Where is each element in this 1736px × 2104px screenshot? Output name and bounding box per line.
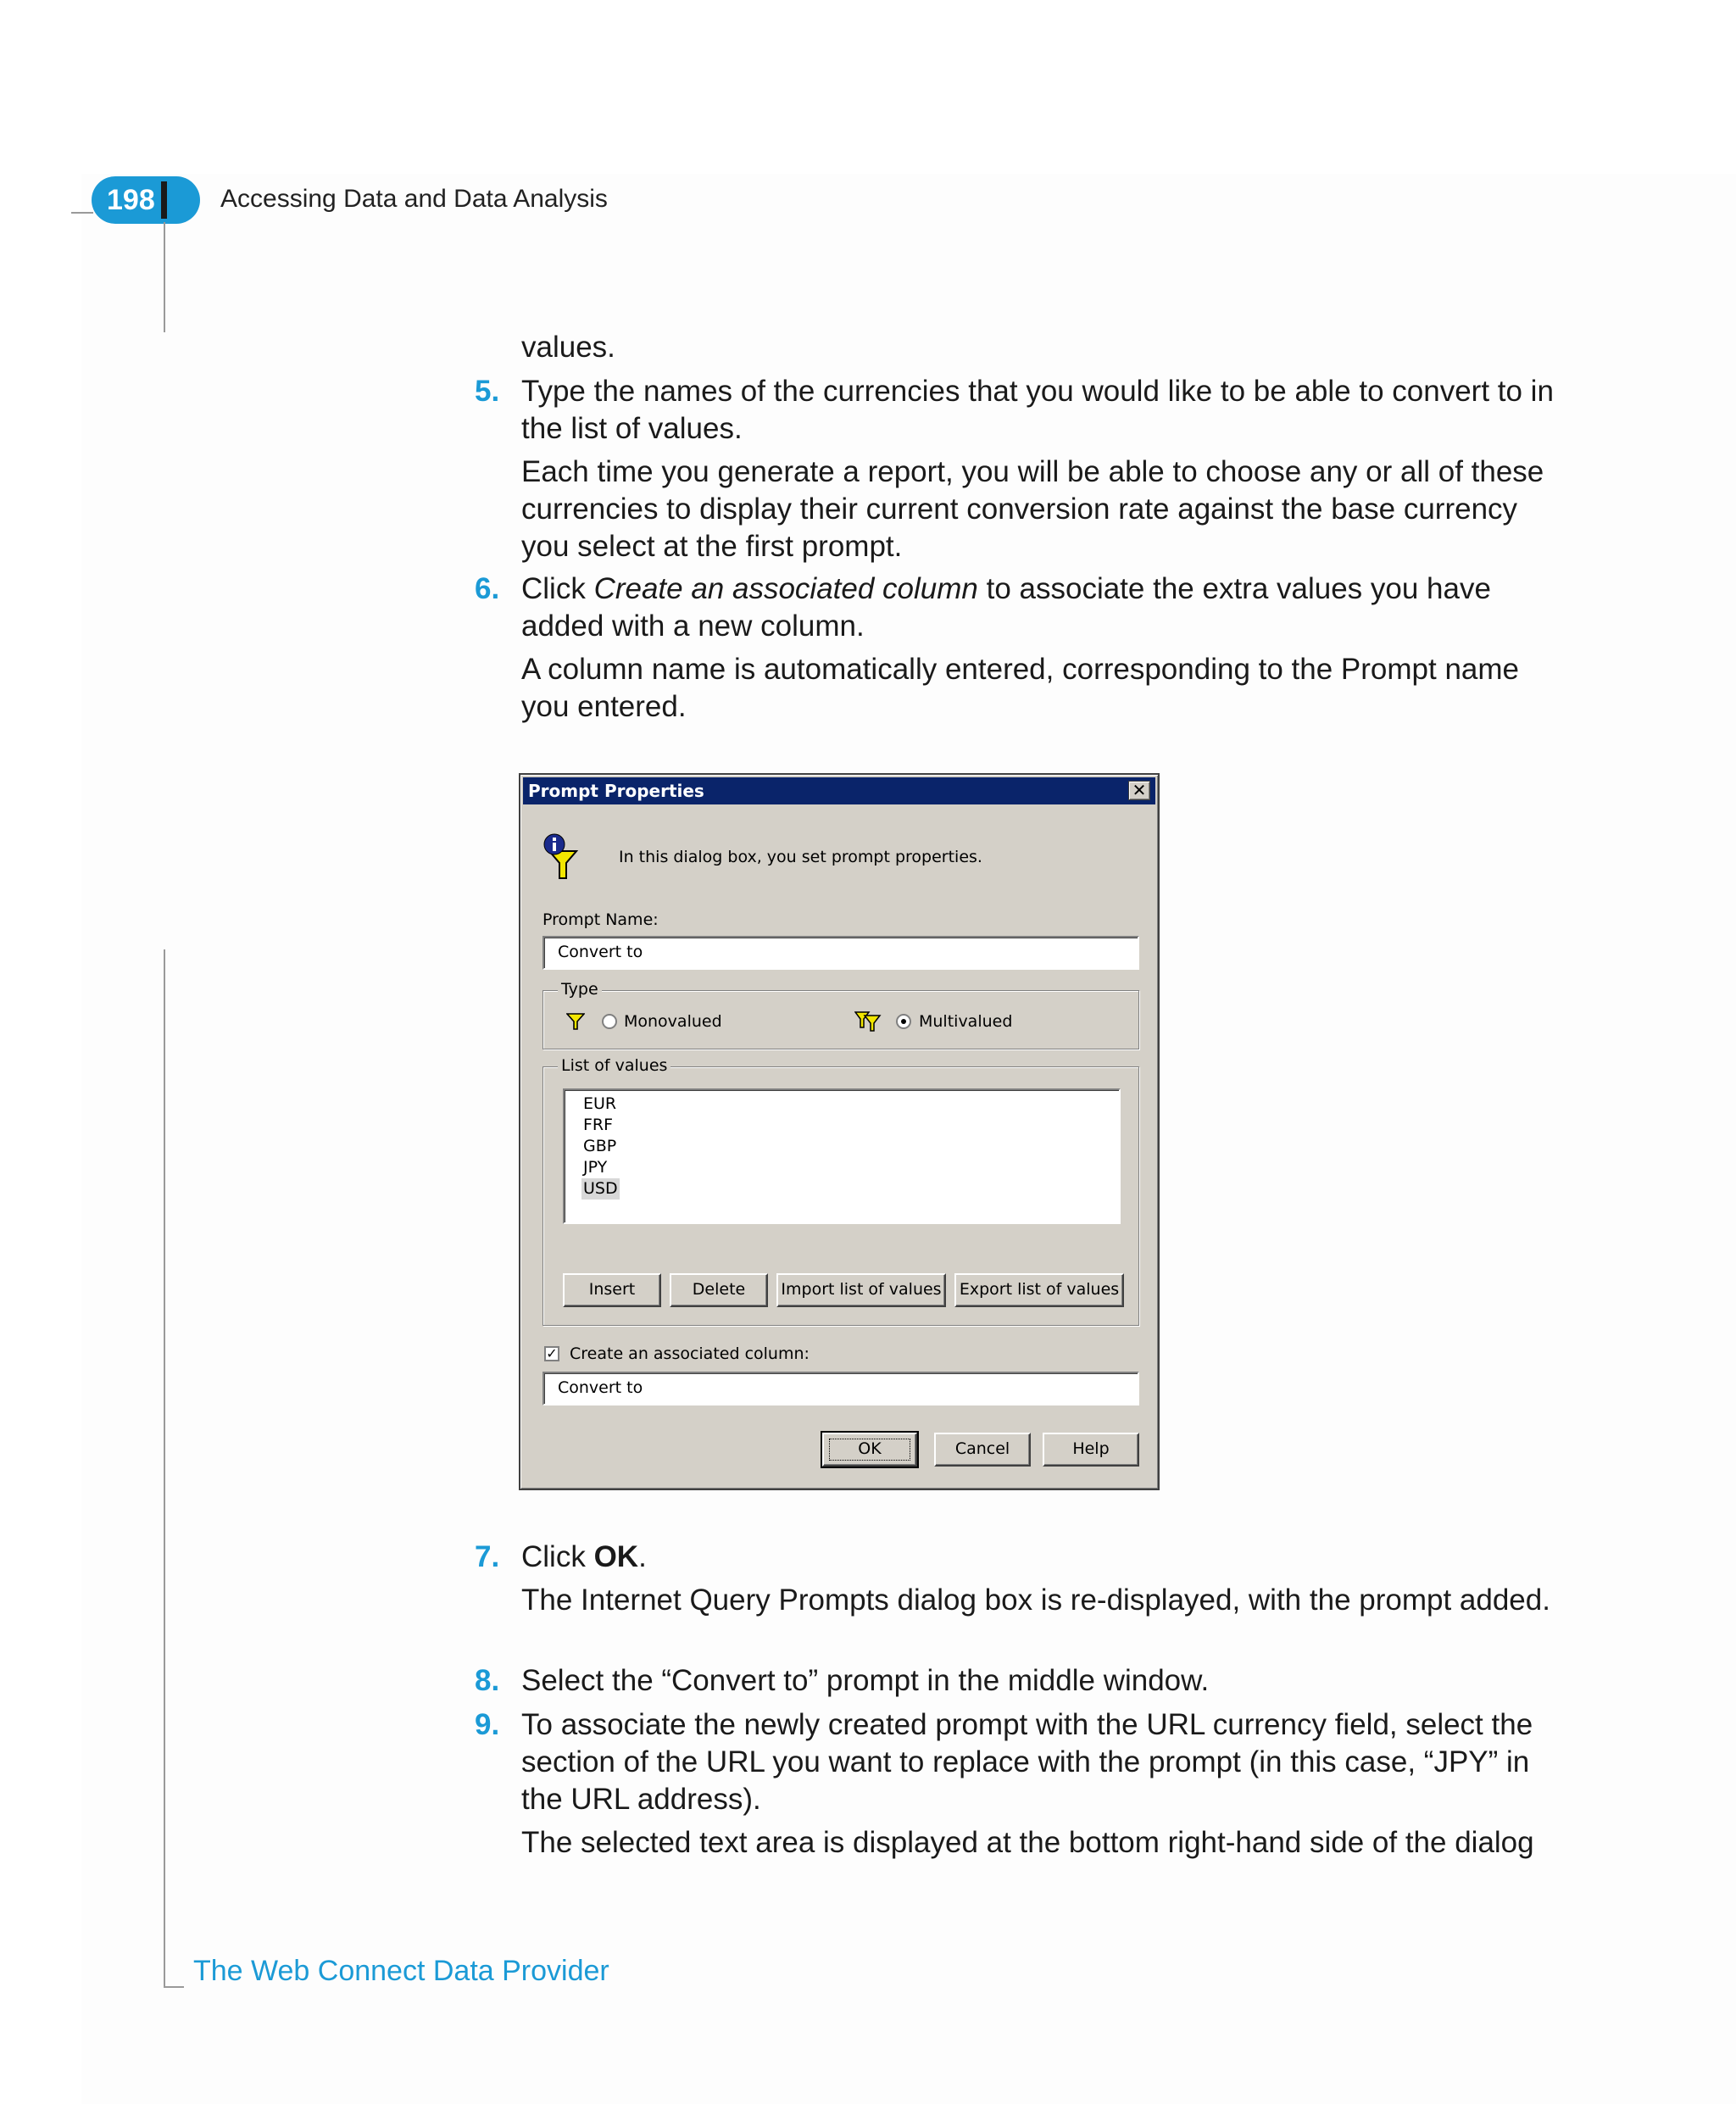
multi-filter-icon [854, 1010, 882, 1033]
monovalued-radio[interactable] [602, 1014, 617, 1029]
step-text: Type the names of the currencies that you would like to be able to convert to in the list of values. [521, 375, 1554, 445]
type-group-label: Type [558, 980, 602, 999]
import-list-button[interactable]: Import list of values [776, 1273, 946, 1307]
running-footer: The Web Connect Data Provider [193, 1955, 609, 1987]
margin-rule [164, 949, 165, 1988]
list-group-label: List of values [558, 1056, 670, 1075]
step-text [521, 571, 1555, 645]
multivalued-radio[interactable] [896, 1014, 911, 1029]
page-number-divider [161, 181, 167, 219]
radio-selected-dot [901, 1019, 906, 1024]
dialog-intro: In this dialog box, you set prompt properties. [619, 848, 982, 866]
prompt-name-field[interactable]: Convert to [542, 936, 1139, 970]
ok-button[interactable] [822, 1433, 917, 1467]
step-text-italic: Create an associated column [593, 572, 978, 605]
header-rule [71, 212, 93, 214]
monovalued-label[interactable]: Monovalued [624, 1012, 722, 1031]
page-number: 198 [107, 184, 155, 216]
step-text-part: Click [521, 1540, 594, 1573]
info-filter-icon [542, 832, 578, 882]
step-note: Each time you generate a report, you will be able to choose any or all of these currencies to display their current conversion rate against the base currency you select at the first prompt. [521, 455, 1544, 563]
prompt-properties-dialog [519, 773, 1160, 1490]
step-text-part: to associate the extra values you have added with a new column. [521, 572, 1491, 643]
step-note: The selected text area is displayed at the bottom right-hand side of the dialog [521, 1826, 1534, 1859]
close-icon[interactable]: ✕ [1128, 781, 1150, 800]
step-text-part: Click [521, 572, 594, 605]
step-text [521, 1539, 1555, 1576]
cancel-button[interactable]: Cancel [934, 1433, 1031, 1467]
paragraph: values. [521, 331, 615, 364]
step-number: 8. [475, 1664, 500, 1697]
filter-icon [566, 1012, 585, 1031]
step-text: Select the “Convert to” prompt in the middle window. [521, 1664, 1210, 1697]
step-text-part: . [638, 1540, 647, 1573]
associated-column-checkbox[interactable]: ✓ [544, 1346, 559, 1361]
dialog-titlebar[interactable] [523, 777, 1155, 804]
help-button[interactable]: Help [1043, 1433, 1139, 1467]
list-item[interactable]: FRF [583, 1116, 614, 1134]
step-note: A column name is automatically entered, corresponding to the Prompt name you entered. [521, 653, 1520, 723]
step-number: 9. [475, 1708, 500, 1741]
running-header: Accessing Data and Data Analysis [220, 185, 608, 213]
multivalued-label[interactable]: Multivalued [919, 1012, 1013, 1031]
prompt-name-label: Prompt Name: [542, 910, 659, 929]
step-note: The Internet Query Prompts dialog box is re-displayed, with the prompt added. [521, 1584, 1550, 1617]
margin-rule [164, 1986, 184, 1988]
ok-button-label: OK [858, 1439, 882, 1458]
delete-button[interactable]: Delete [670, 1273, 768, 1307]
values-listbox[interactable] [563, 1088, 1121, 1224]
step-text: To associate the newly created prompt with the URL currency field, select the section of the URL you want to replace with the prompt (in this case, “JPY” in the URL address). [521, 1708, 1533, 1816]
list-item-selected[interactable]: USD [583, 1179, 618, 1198]
step-number: 5. [475, 375, 500, 408]
list-item[interactable]: EUR [583, 1094, 617, 1113]
associated-column-field[interactable]: Convert to [542, 1372, 1139, 1405]
step-text-bold: OK [593, 1540, 639, 1573]
associated-column-label[interactable]: Create an associated column: [570, 1344, 810, 1363]
step-number: 7. [475, 1540, 500, 1573]
list-item[interactable]: GBP [583, 1137, 617, 1155]
focus-rect [829, 1439, 910, 1461]
export-list-button[interactable]: Export list of values [954, 1273, 1124, 1307]
step-number: 6. [475, 572, 500, 605]
insert-button[interactable]: Insert [563, 1273, 661, 1307]
list-item[interactable]: JPY [583, 1158, 608, 1177]
dialog-title: Prompt Properties [528, 781, 704, 801]
margin-rule [164, 222, 165, 332]
